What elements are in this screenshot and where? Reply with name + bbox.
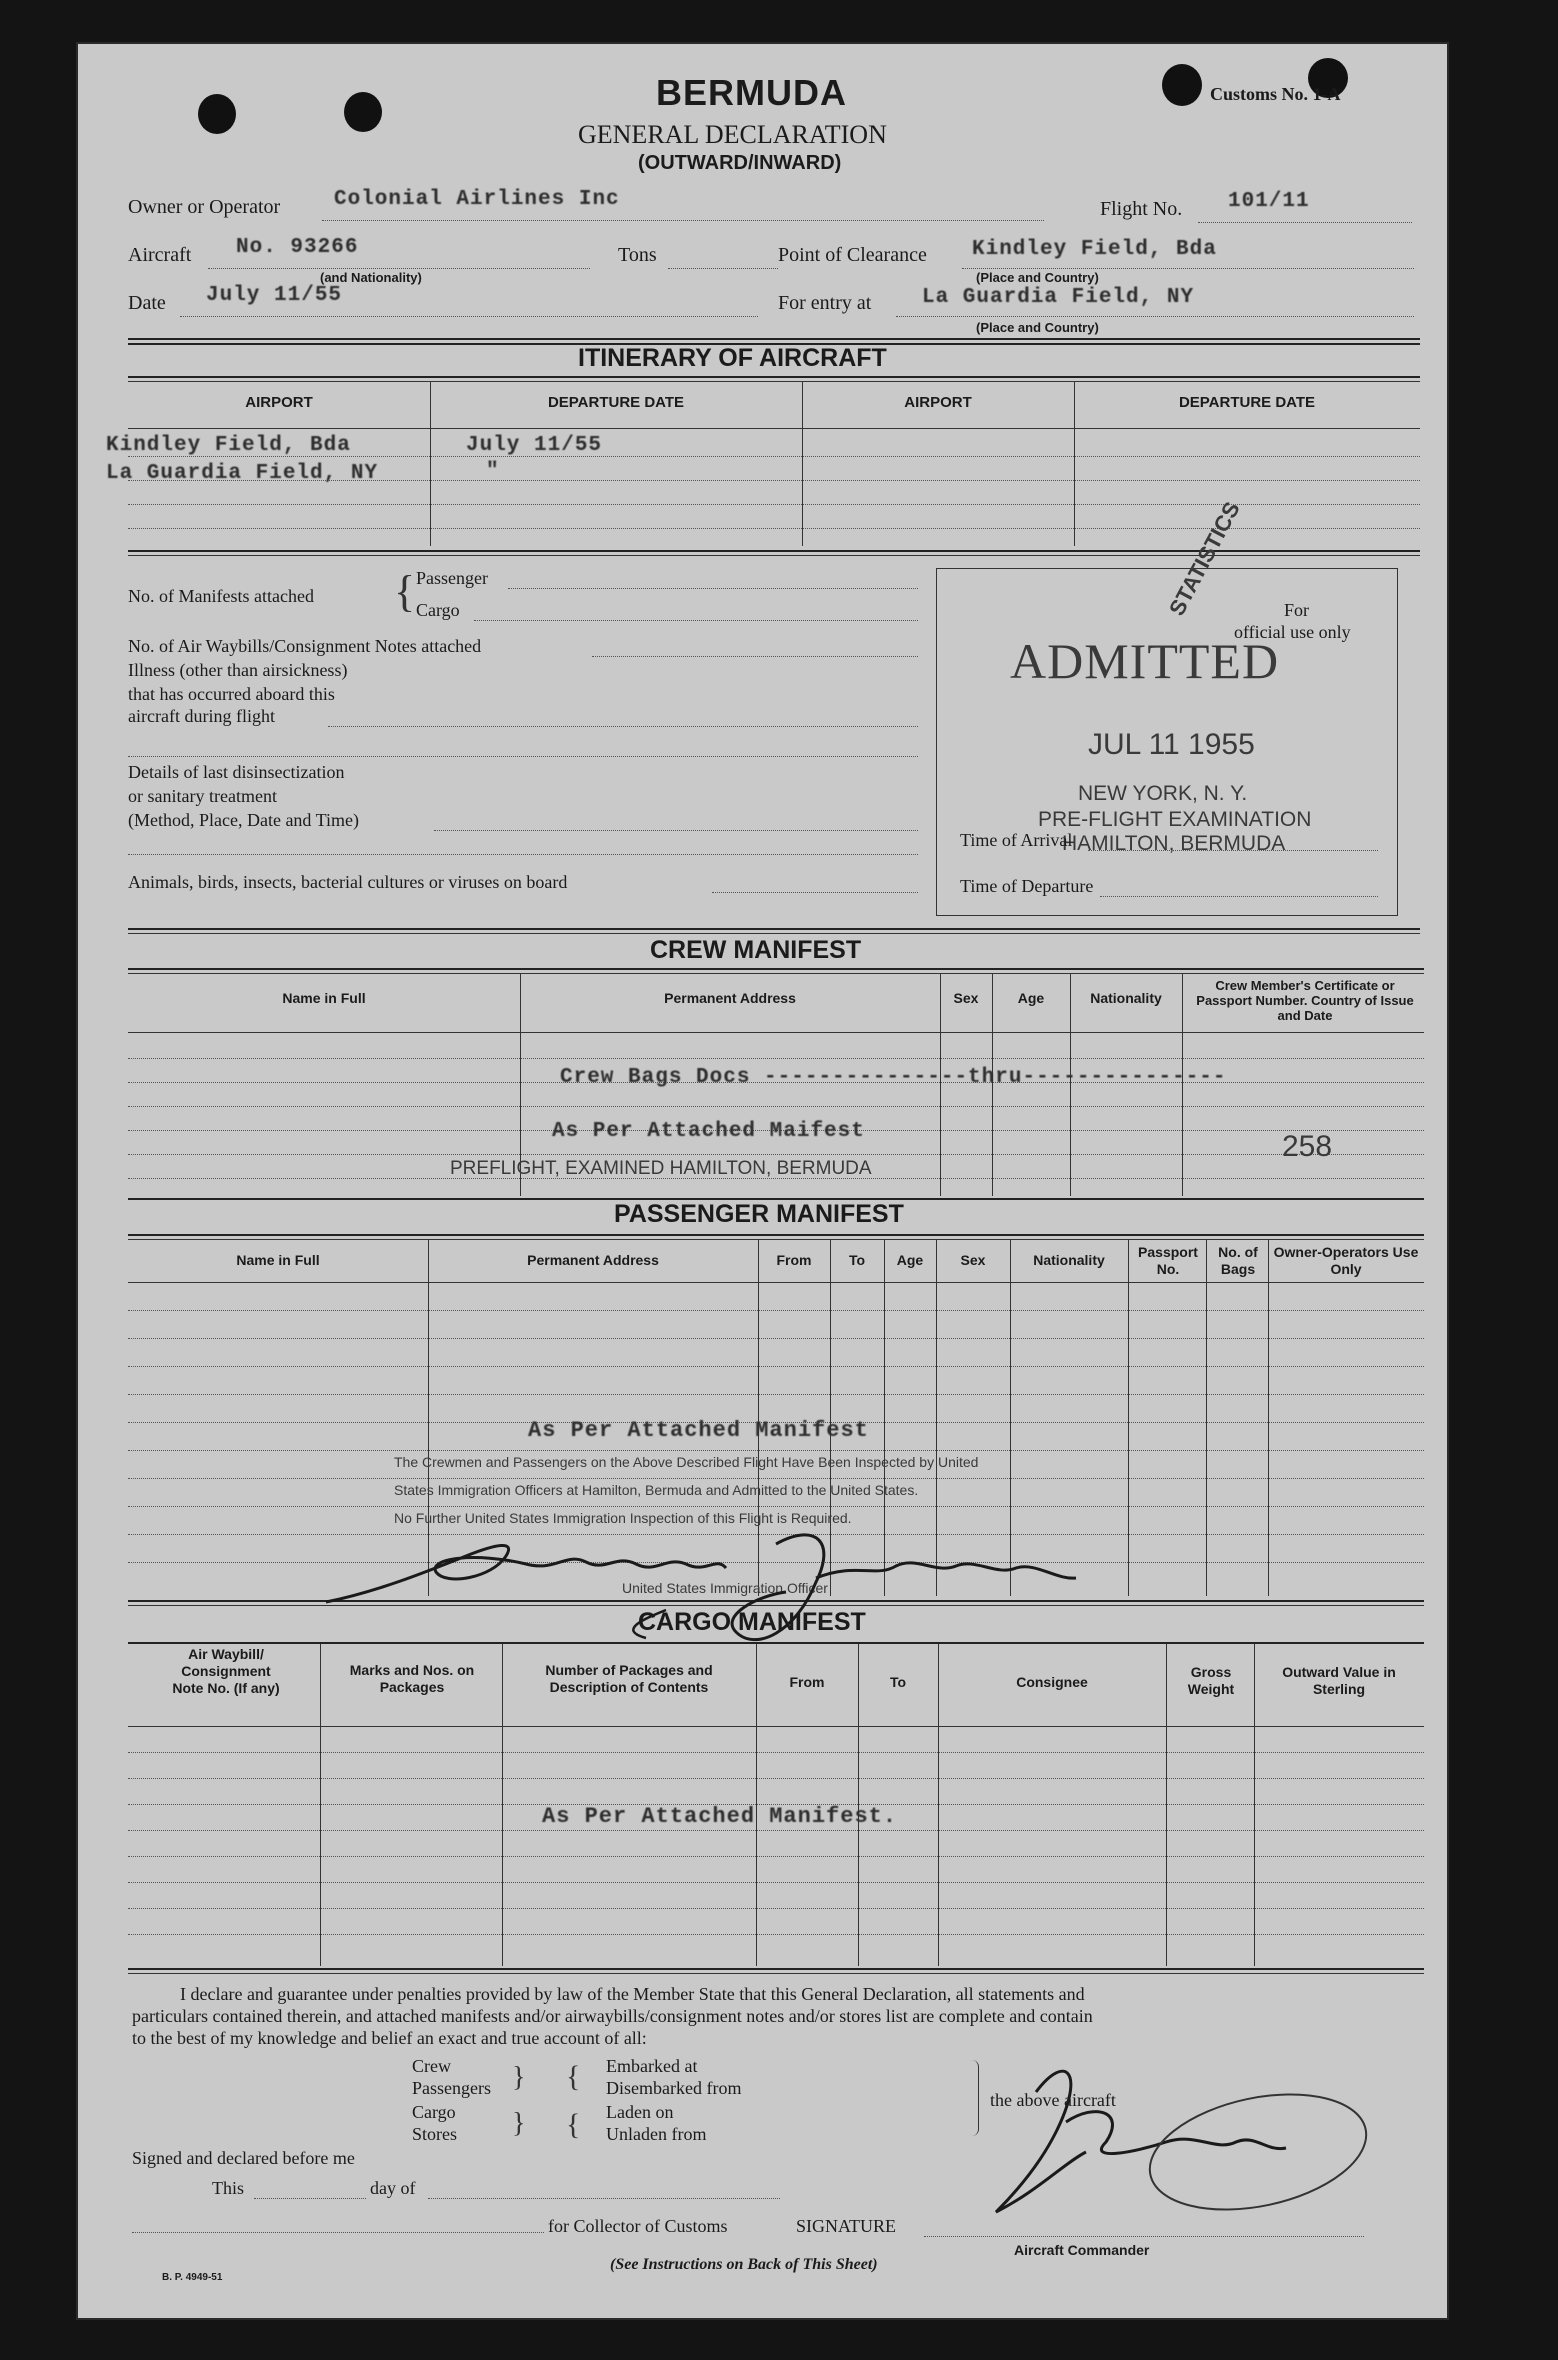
cargo-col-marks: Marks and Nos. on Packages	[349, 1662, 475, 1695]
decl-above-aircraft: the above aircraft	[990, 2090, 1116, 2110]
customs-number: Customs No. 1-A	[1210, 84, 1341, 104]
manifest-cargo-label: Cargo	[416, 600, 460, 620]
pax-col-address: Permanent Address	[527, 1252, 659, 1268]
crew-manifest-title: CREW MANIFEST	[650, 936, 862, 964]
place-country-note-2: (Place and Country)	[976, 320, 1099, 335]
instructions-note: (See Instructions on Back of This Sheet)	[610, 2256, 878, 2273]
pax-col-bags: No. of Bags	[1218, 1244, 1258, 1277]
crew-preflight-stamp: PREFLIGHT, EXAMINED HAMILTON, BERMUDA	[450, 1158, 872, 1179]
aircraft-commander-signature	[936, 2002, 1396, 2252]
pax-col-owner: Owner-Operators Use Only	[1273, 1244, 1419, 1277]
cargo-col-consignee: Consignee	[1016, 1674, 1088, 1690]
day-of-label: day of	[370, 2178, 416, 2198]
crew-col-address: Permanent Address	[664, 990, 796, 1006]
immigration-stamp-line-1: The Crewmen and Passengers on the Above Described Flight Have Been Inspected by United	[394, 1454, 979, 1470]
animals-label: Animals, birds, insects, bacterial cultures or viruses on board	[128, 872, 568, 892]
decl-embarked: Embarked at	[606, 2056, 698, 2076]
this-label: This	[212, 2178, 245, 2198]
declaration-line-1: I declare and guarantee under penalties provided by law of the Member State that this General Declaration, all statements and	[180, 1984, 1085, 2004]
pax-col-age: Age	[896, 1252, 924, 1268]
departure-label: Time of Departure	[960, 876, 1094, 896]
cargo-col-weight: Gross Weight	[1187, 1664, 1235, 1697]
owner-label: Owner or Operator	[128, 196, 281, 218]
itinerary-col-airport-1: AIRPORT	[245, 394, 313, 411]
stamp-date: JUL 11 1955	[1088, 728, 1255, 761]
passenger-typed: As Per Attached Manifest	[528, 1418, 869, 1443]
clearance-value: Kindley Field, Bda	[972, 238, 1217, 261]
entry-label: For entry at	[778, 292, 872, 314]
pax-col-name: Name in Full	[236, 1252, 320, 1268]
crew-number: 258	[1282, 1130, 1333, 1163]
manifest-passenger-label: Passenger	[416, 568, 488, 588]
pax-col-to: To	[848, 1252, 866, 1268]
disinsect-line-2: or sanitary treatment	[128, 786, 277, 806]
itinerary-airport-1: Kindley Field, Bda	[106, 434, 351, 457]
cargo-typed: As Per Attached Manifest.	[542, 1804, 898, 1829]
cargo-col-from: From	[789, 1674, 825, 1690]
decl-laden: Laden on	[606, 2102, 674, 2122]
clearance-label: Point of Clearance	[778, 244, 927, 266]
crew-col-age: Age	[1017, 990, 1045, 1006]
arrival-label: Time of Arrival	[960, 830, 1073, 850]
signed-declared-label: Signed and declared before me	[132, 2148, 355, 2168]
decl-item-cargo: Cargo	[412, 2102, 456, 2122]
stamp-preflight: PRE-FLIGHT EXAMINATION	[1038, 808, 1312, 831]
illness-line-3: aircraft during flight	[128, 706, 275, 726]
date-value: July 11/55	[206, 284, 343, 307]
cargo-col-to: To	[889, 1674, 907, 1690]
crew-col-nationality: Nationality	[1090, 990, 1162, 1006]
official-for-label: For	[1284, 600, 1310, 620]
itinerary-airport-2: La Guardia Field, NY	[106, 462, 379, 485]
general-declaration-form: BERMUDA GENERAL DECLARATION (OUTWARD/INWARD) Customs No. 1-A Owner or Operator Colonial Airlines Inc Flight No. 101/11 Aircraft No. 93266 (and Nationality) Tons Point of Clearance Kindley Field, Bda (Place and Country) Date July 11/55 For entry at La Guardia Field, NY (Place and Country) ITINERARY OF AIRCRAFT AIRPORT DEPARTURE DATE AIRPORT DEPARTURE DATE Kindley Field, Bda July 11/55 La Guardia Field, NY " No. of Manifests attached { Passenger Cargo No. of Air Waybills/Consignment Notes attached Illness (other than airsickness) that has occurred aboard this aircraft during flight Details of last disinsectization or sanitary treatment (Method, Place, Date and Time) Animals, birds, insects, bacterial cultures or viruses on board For official use only STATISTICS ADMITTED JUL 11 1955 NEW YORK, N. Y. PRE-FLIGHT EXAMINATION HAMILTON, BERMUDA Time of Arrival Time of Departure CREW MANIFEST Name in Full Permanent Address Sex Age Nationality Crew Member's Certificate or Passport Number. Country of Issue and Date Crew Bags Docs ---------------thru--------------- As Per Attached Maifest PREFLIGHT, EXAMINED HAMILTON, BERMUDA 258 PASSENGER MANIFEST Name in Full Permanent Address From To Age Sex Nationality Passport No. No. of Bags Owner-Operators Use Only As Per Attached Manifest The Crewmen and Passengers on the Above Described Flight Have Been Inspected by United States Immigration Officers at Hamilton, Bermuda and Admitted to the United States. No Further United States Immigration Inspection of this Flight is Required. United States Immigration Officer CARGO MANIFEST Air Waybill/ Consignment Note No. (If any) Marks and Nos. on Packages Number of Packages and Description of Contents From To Consignee Gross Weight Outward Value in Sterling As Per Attached Manifest. I declare and guarantee under penalties provided by law of the Member State that this General Declaration, all statements and particulars contained therein, and attached manifests and/or airwaybills/consignment notes and/or stores list are complete and contain to the best of my knowledge and belief an exact and true account of all: Crew Passengers Cargo Stores } } { { Embarked at Disembarked from Laden on Unladen from the above aircraft Signed and declared before me This day of for Collector of Customs SIGNATURE Aircraft Commander (See Instructions on Back of This Sheet) B. P. 4949-51	[76, 42, 1449, 2320]
aircraft-note: (and Nationality)	[320, 270, 422, 285]
form-title: BERMUDA	[656, 72, 847, 113]
official-use-label: official use only	[1234, 622, 1351, 642]
admitted-stamp: ADMITTED	[1010, 633, 1280, 689]
declaration-line-2: particulars contained therein, and attached manifests and/or airwaybills/consignment notes and/or stores list are complete and contain	[132, 2006, 1093, 2026]
itinerary-col-airport-2: AIRPORT	[904, 394, 972, 411]
form-number: B. P. 4949-51	[162, 2272, 223, 2283]
form-direction: (OUTWARD/INWARD)	[638, 152, 842, 174]
aircraft-value: No. 93266	[236, 236, 359, 259]
place-country-note-1: (Place and Country)	[976, 270, 1099, 285]
immigration-officer-label: United States Immigration Officer	[622, 1580, 828, 1596]
pax-col-from: From	[776, 1252, 812, 1268]
disinsect-line-1: Details of last disinsectization	[128, 762, 345, 782]
stamp-hamilton: HAMILTON, BERMUDA	[1062, 832, 1286, 855]
statistics-stamp: STATISTICS	[1164, 497, 1245, 620]
pax-col-passport: Passport No.	[1138, 1244, 1198, 1277]
punch-hole	[1162, 64, 1202, 106]
pax-col-nationality: Nationality	[1033, 1252, 1105, 1268]
crew-typed-line-1: Crew Bags Docs ---------------thru---------------	[560, 1066, 1227, 1089]
decl-unladen: Unladen from	[606, 2124, 707, 2144]
itinerary-date-1: July 11/55	[466, 434, 603, 457]
aircraft-label: Aircraft	[128, 244, 192, 266]
itinerary-date-2: "	[486, 460, 500, 483]
decl-disembarked: Disembarked from	[606, 2078, 742, 2098]
itinerary-col-date-1: DEPARTURE DATE	[547, 394, 685, 411]
immigration-officer-signature	[316, 1482, 1216, 1692]
cargo-manifest-title: CARGO MANIFEST	[638, 1608, 866, 1636]
manifests-label: No. of Manifests attached	[128, 586, 314, 606]
decl-item-passengers: Passengers	[412, 2078, 491, 2098]
entry-value: La Guardia Field, NY	[922, 286, 1195, 309]
tons-label: Tons	[618, 244, 657, 266]
collector-label: for Collector of Customs	[548, 2216, 728, 2236]
crew-col-name: Name in Full	[282, 990, 366, 1006]
declaration-line-3: to the best of my knowledge and belief an exact and true account of all:	[132, 2028, 647, 2048]
immigration-stamp-line-3: No Further United States Immigration Inspection of this Flight is Required.	[394, 1510, 852, 1526]
aircraft-commander-label: Aircraft Commander	[1014, 2242, 1150, 2258]
illness-line-1: Illness (other than airsickness)	[128, 660, 348, 680]
date-label: Date	[128, 292, 166, 314]
decl-item-stores: Stores	[412, 2124, 457, 2144]
punch-hole	[344, 92, 382, 132]
immigration-stamp-line-2: States Immigration Officers at Hamilton, Bermuda and Admitted to the United States.	[394, 1482, 919, 1498]
signature-label: SIGNATURE	[796, 2216, 897, 2236]
decl-item-crew: Crew	[412, 2056, 451, 2076]
flight-value: 101/11	[1228, 190, 1310, 213]
cargo-col-value: Outward Value in Sterling	[1282, 1664, 1396, 1697]
waybills-label: No. of Air Waybills/Consignment Notes attached	[128, 636, 482, 656]
pax-col-sex: Sex	[960, 1252, 986, 1268]
crew-typed-line-2: As Per Attached Maifest	[552, 1120, 865, 1143]
cargo-col-packages: Number of Packages and Description of Contents	[545, 1662, 713, 1695]
owner-value: Colonial Airlines Inc	[334, 188, 620, 211]
cargo-col-waybill: Air Waybill/ Consignment Note No. (If any)	[172, 1646, 280, 1696]
illness-line-2: that has occurred aboard this	[128, 684, 335, 704]
stamp-city: NEW YORK, N. Y.	[1078, 782, 1248, 805]
crew-col-certificate: Crew Member's Certificate or Passport Number. Country of Issue and Date	[1196, 978, 1414, 1023]
disinsect-line-3: (Method, Place, Date and Time)	[128, 810, 359, 830]
crew-col-sex: Sex	[953, 990, 979, 1006]
itinerary-col-date-2: DEPARTURE DATE	[1178, 394, 1316, 411]
punch-hole	[198, 94, 236, 134]
flight-label: Flight No.	[1100, 198, 1183, 220]
itinerary-title: ITINERARY OF AIRCRAFT	[578, 344, 887, 372]
passenger-manifest-title: PASSENGER MANIFEST	[614, 1200, 904, 1228]
form-subtitle: GENERAL DECLARATION	[578, 120, 887, 149]
